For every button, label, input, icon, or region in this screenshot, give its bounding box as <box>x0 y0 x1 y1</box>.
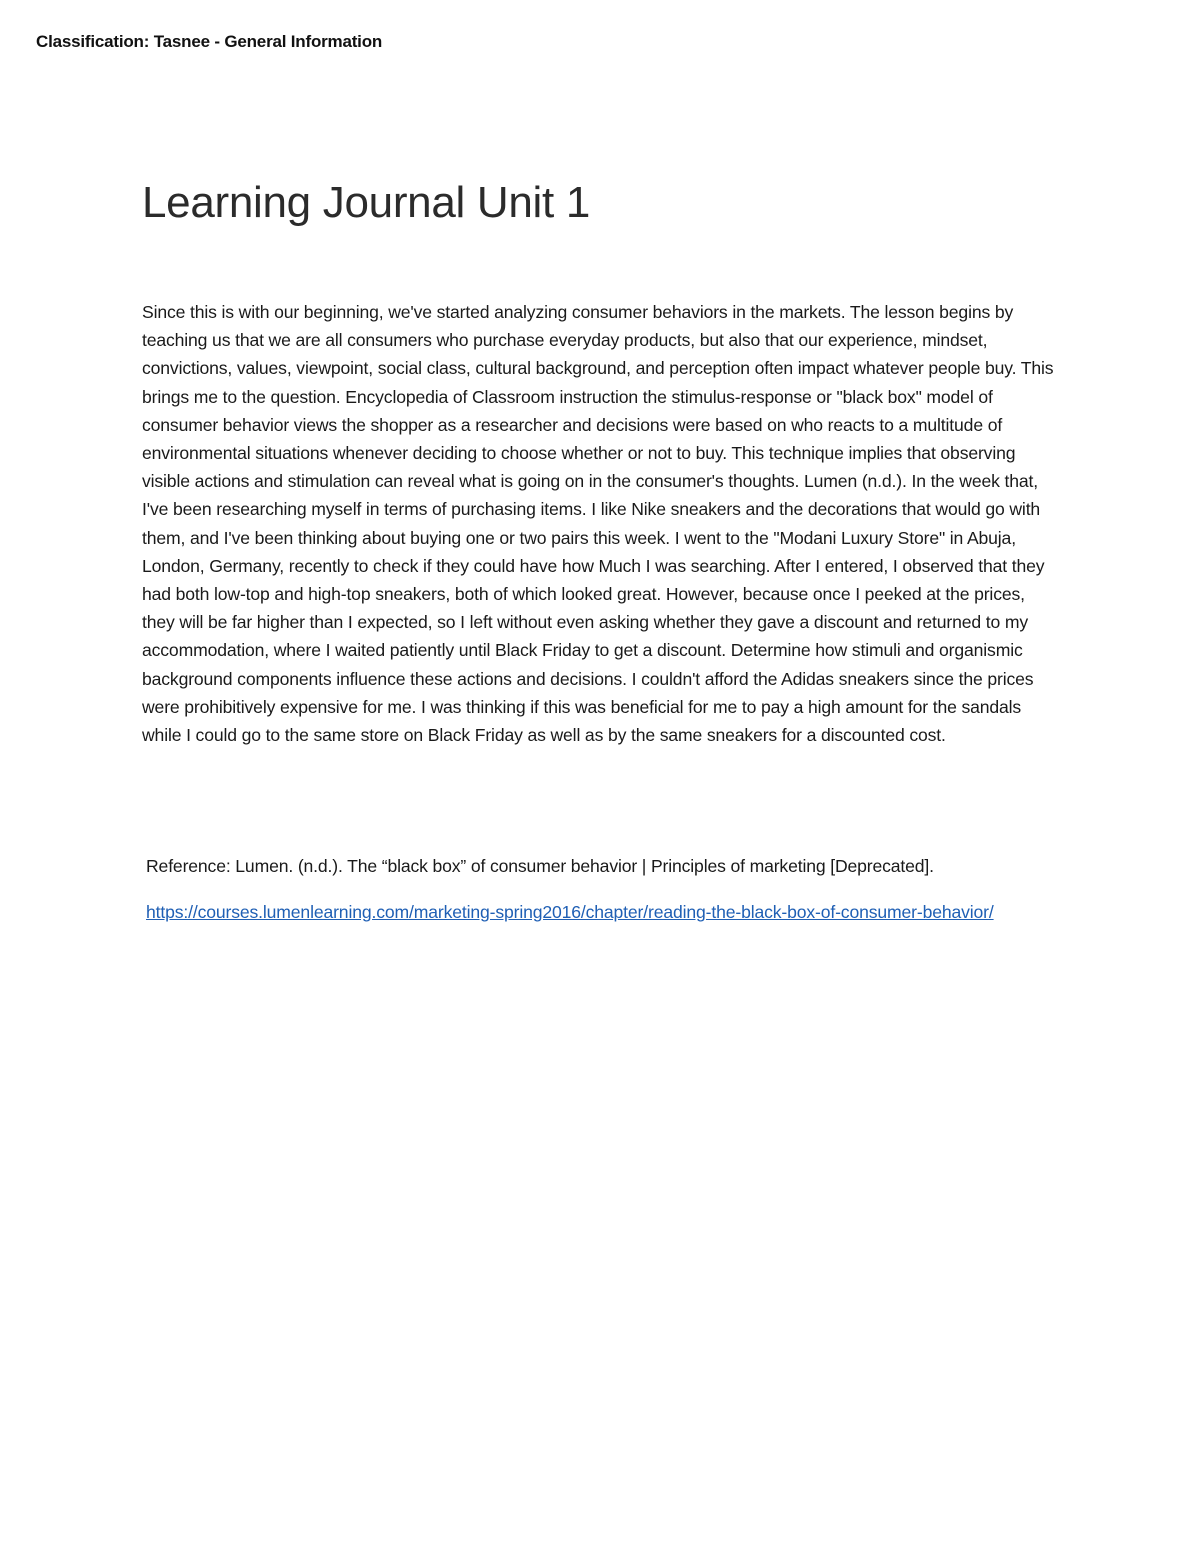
reference-link-container <box>142 898 1002 926</box>
journal-body-paragraph: Since this is with our beginning, we've started analyzing consumer behaviors in the markets. The lesson begins by teaching us that we are all consumers who purchase everyday products, but also that our experience, mindset, convictions, values, viewpoint, social class, cultural background, and perception often impact whatever people buy. This brings me to the question. Encyclopedia of Classroom instruction the stimulus-response or "black box" model of consumer behavior views the shopper as a researcher and decisions were based on who reacts to a multitude of environmental situations whenever deciding to choose whether or not to buy. This technique implies that observing visible actions and stimulation can reveal what is going on in the consumer's thoughts. Lumen (n.d.). In the week that, I've been researching myself in terms of purchasing items. I like Nike sneakers and the decorations that would go with them, and I've been thinking about buying one or two pairs this week. I went to the "Modani Luxury Store" in Abuja, London, Germany, recently to check if they could have how Much I was searching. After I entered, I observed that they had both low-top and high-top sneakers, both of which looked great. However, because once I peeked at the prices, they will be far higher than I expected, so I left without even asking whether they gave a discount and returned to my accommodation, where I waited patiently until Black Friday to get a discount. Determine how stimuli and organismic background components influence these actions and decisions. I couldn't afford the Adidas sneakers since the prices were prohibitively expensive for me. I was thinking if this was beneficial for me to pay a high amount for the sandals while I could go to the same store on Black Friday as well as by the same sneakers for a discounted cost. <box>142 302 1054 746</box>
reference-link[interactable]: https://courses.lumenlearning.com/marketing-spring2016/chapter/reading-the-black-box-of-consumer-behavior/ <box>146 902 994 922</box>
classification-label: Classification: Tasnee - General Information <box>36 32 383 51</box>
reference-citation: Reference: Lumen. (n.d.). The “black box” of consumer behavior | Principles of marketing [Deprecated]. <box>146 856 934 876</box>
document-title: Learning Journal Unit 1 <box>142 178 591 227</box>
